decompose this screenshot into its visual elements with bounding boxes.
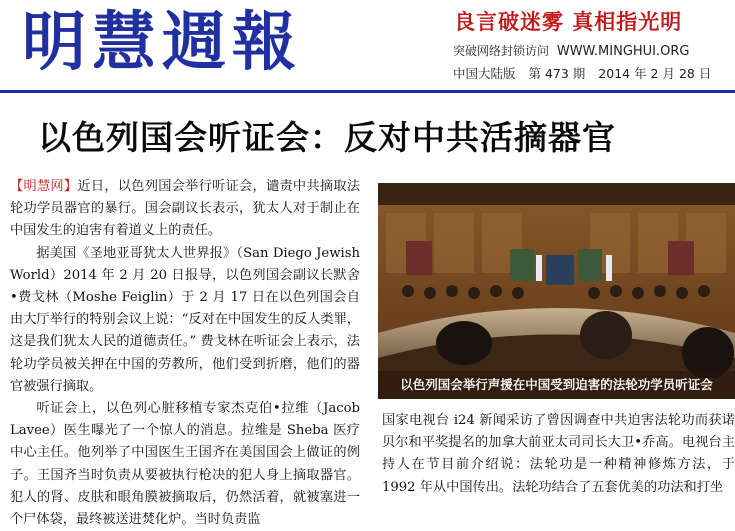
paragraph-4: 国家电视台 i24 新闻采访了曾因调查中共迫害法轮功而获诺贝尔和平奖提名的加拿大前亚太司司长大卫•乔高。电视台主持人在节目前介绍说：法轮功是一种精神修炼方法，于 1992 年从中国传出。法轮功结合了五套优美的功法和打坐 bbox=[382, 413, 735, 495]
article-body-right bbox=[382, 410, 735, 499]
article-headline: 以色列国会听证会：反对中共活摘器官 bbox=[38, 118, 616, 157]
paragraph-2: 据美国《圣地亚哥犹太人世界报》（San Diego Jewish World）2014 年 2 月 20 日报导，以色列国会副议长默舍•费戈林（Moshe Feiglin）于 2 月 17 日在以色列国会自由大厅举行的特别会议上说：“反对在中国发生的反人类罪，这是我们犹太人民的道德责任。” 费戈林在听证会上表示，法轮功学员被关押在中国的劳教所，他们受到折磨，他们的器官被强行摘取。 bbox=[10, 245, 360, 394]
source-tag: 【明慧网】 bbox=[10, 179, 78, 194]
photo-caption: 以色列国会举行声援在中国受到迫害的法轮功学员听证会 bbox=[378, 371, 735, 399]
paragraph-1: 【明慧网】近日，以色列国会举行听证会，谴责中共摘取法轮功学员器官的暴行。国会副议长表示，犹太人对于制止在中国发生的迫害有着道义上的责任。 bbox=[10, 179, 361, 239]
access-text: 突破网络封锁访问 bbox=[453, 44, 550, 58]
masthead-divider bbox=[0, 90, 735, 93]
website-url[interactable]: WWW.MINGHUI.ORG bbox=[556, 44, 690, 59]
edition: 中国大陆版 bbox=[453, 66, 516, 81]
issue-info bbox=[453, 64, 720, 82]
issue-number: 第 473 期 bbox=[528, 66, 586, 81]
article-body-left bbox=[10, 176, 360, 531]
access-line bbox=[453, 42, 690, 59]
hearing-photo-image bbox=[378, 183, 735, 399]
paragraph-3: 听证会上，以色列心脏移植专家杰克伯•拉维（Jacob Lavee）医生曝光了一个惊人的消息。拉维是 Sheba 医疗中心主任。他列举了中国医生王国齐在美国国会上做证的例子。王国齐当时负责从要被执行枪决的犯人身上摘取器官。犯人的肾、皮肤和眼角膜被摘取后，仍然活着，就被塞进一个尸体袋，最终被送进焚化炉。当时负责监 bbox=[10, 401, 360, 528]
newspaper-logo: 明慧週報 bbox=[22, 5, 302, 80]
hearing-photo bbox=[378, 183, 735, 399]
masthead bbox=[0, 0, 735, 90]
slogan: 良言破迷雾 真相指光明 bbox=[454, 9, 683, 34]
issue-date: 2014 年 2 月 28 日 bbox=[598, 66, 712, 81]
